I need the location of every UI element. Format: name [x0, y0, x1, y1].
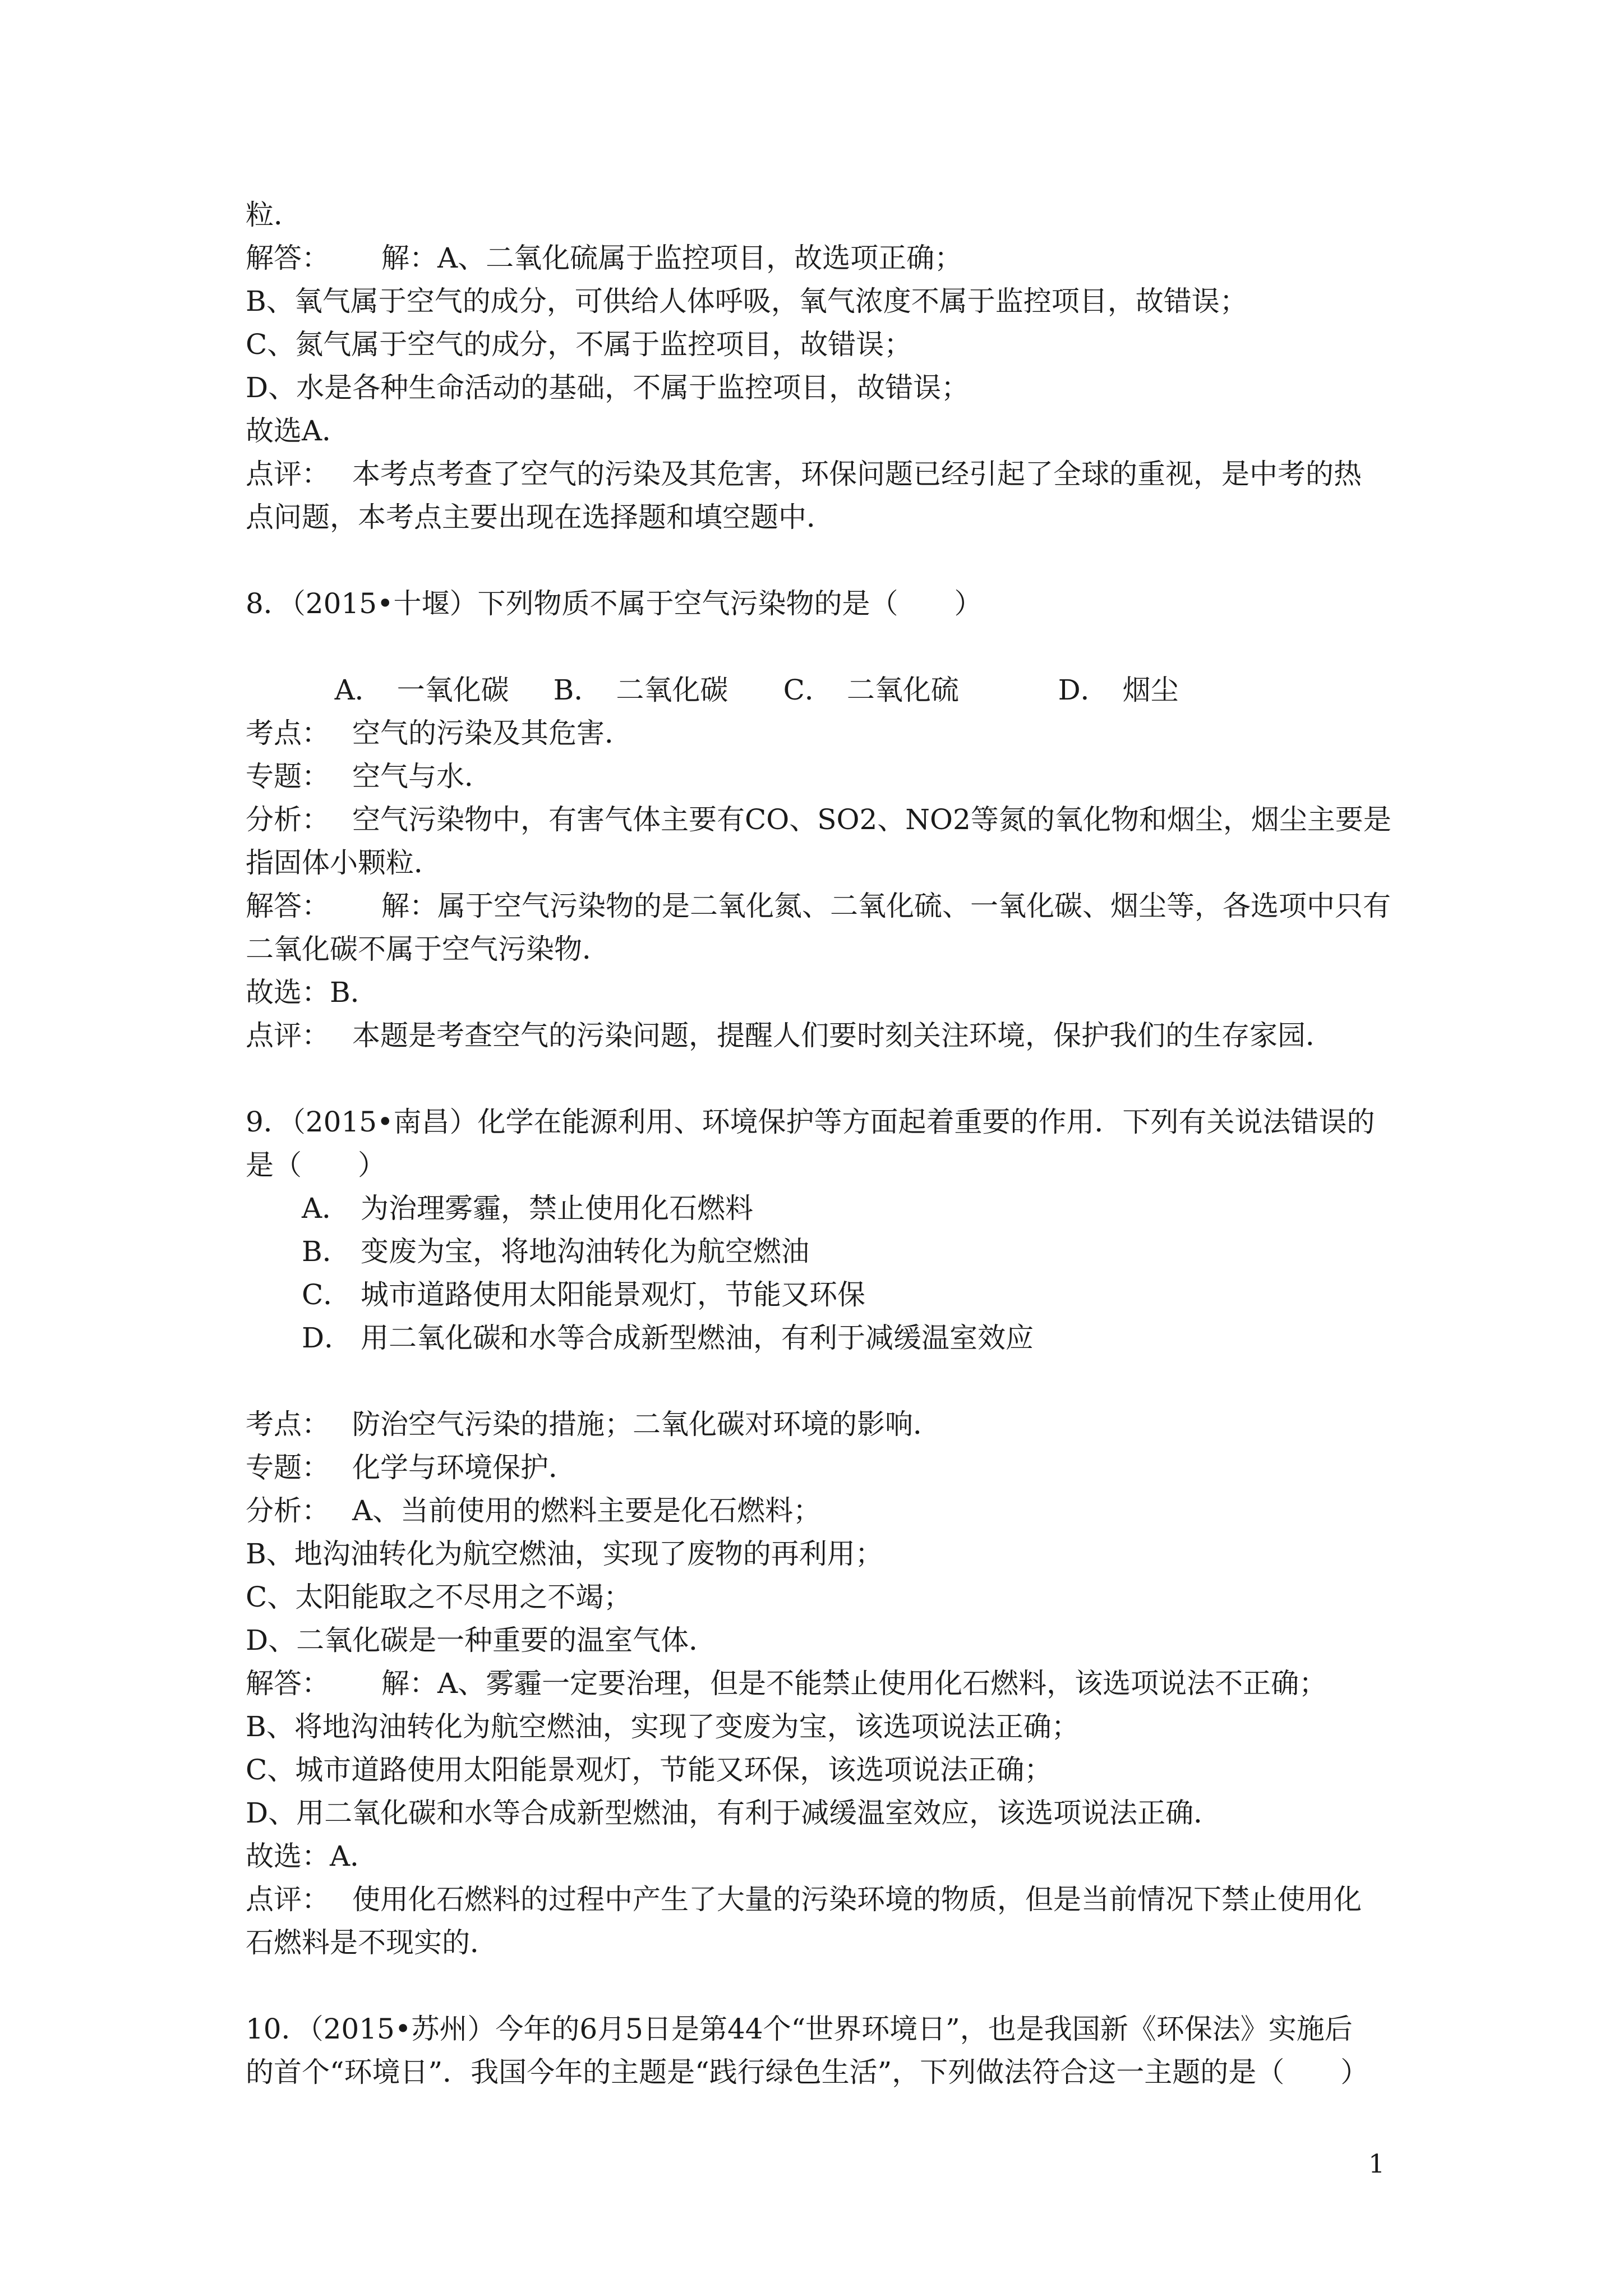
q7-answer-label: 解答： [246, 242, 330, 274]
q9-fenxi-line-4: D、二氧化碳是一种重要的温室气体． [246, 1624, 717, 1657]
q8-zhuanti: 专题： 空气与水． [246, 760, 492, 793]
q9-jieda-line-5: 故选：A． [246, 1840, 379, 1872]
q9-fenxi-line-1: 分析： A、当前使用的燃料主要是化石燃料； [246, 1494, 822, 1527]
q8-option-d: D． 烟尘 [1058, 674, 1179, 706]
q7-comment-line-1: 点评： 本考点考查了空气的污染及其危害，环保问题已经引起了全球的重视，是中考的热 [246, 453, 1390, 496]
q9-jieda-line-3: C、城市道路使用太阳能景观灯，节能又环保，该选项说法正确； [246, 1754, 1053, 1786]
document-page [246, 194, 1390, 2094]
q7-answer-line-3: C、氮气属于空气的成分，不属于监控项目，故错误； [246, 328, 912, 361]
q9-stem-line-2: 是（ ） [246, 1149, 386, 1181]
q8-guxuan: 故选：B． [246, 976, 379, 1009]
q8-kaodian: 考点： 空气的污染及其危害． [246, 717, 633, 749]
q9-option-c: C． 城市道路使用太阳能景观灯，节能又环保 [302, 1278, 865, 1311]
q8-option-a: A． 一氧化碳 [334, 674, 509, 706]
q7-answer-line-1: 解答： 解：A、二氧化硫属于监控项目，故选项正确； [246, 237, 1390, 280]
q9-jieda-line-2: B、将地沟油转化为航空燃油，实现了变废为宝，该选项说法正确； [246, 1710, 1080, 1743]
q9-dianping-line-1: 点评： 使用化石燃料的过程中产生了大量的污染环境的物质，但是当前情况下禁止使用化 [246, 1883, 1362, 1916]
q7-answer-line-4: D、水是各种生命活动的基础，不属于监控项目，故错误； [246, 371, 970, 404]
q9-option-b: B． 变废为宝，将地沟油转化为航空燃油 [302, 1235, 809, 1268]
q8-fenxi-line-1: 分析： 空气污染物中，有害气体主要有CO、SO2、NO2等氮的氧化物和烟尘，烟尘主要是 [246, 803, 1391, 836]
q9-fenxi-line-3: C、太阳能取之不尽用之不竭； [246, 1581, 632, 1613]
q8-options [246, 625, 1390, 706]
q9-option-a: A． 为治理雾霾，禁止使用化石燃料 [302, 1192, 753, 1225]
q10-stem-line-1: 10．（2015•苏州）今年的6月5日是第44个“世界环境日”，也是我国新《环保法》实施后 [246, 2013, 1353, 2045]
q9-dianping-line-2: 石燃料是不现实的． [246, 1926, 498, 1959]
q9-jieda-line-1: 解答： 解：A、雾霾一定要治理，但是不能禁止使用化石燃料，该选项说法不正确； [246, 1667, 1327, 1700]
q9-jieda-line-4: D、用二氧化碳和水等合成新型燃油，有利于减缓温室效应，该选项说法正确． [246, 1797, 1222, 1829]
q7-answer-line-2: B、氧气属于空气的成分，可供给人体呼吸，氧气浓度不属于监控项目，故错误； [246, 285, 1248, 318]
q8-jieda-line-1: 解答： 解：属于空气污染物的是二氧化氮、二氧化硫、一氧化碳、烟尘等，各选项中只有 [246, 890, 1391, 922]
q10-stem-line-2: 的首个“环境日”．我国今年的主题是“践行绿色生活”，下列做法符合这一主题的是（ ） [246, 2056, 1369, 2088]
q9-stem-line-1: 9．（2015•南昌）化学在能源利用、环境保护等方面起着重要的作用．下列有关说法错误的 [246, 1106, 1375, 1138]
q8-option-b: B． 二氧化碳 [553, 674, 728, 706]
q9-kaodian: 考点： 防治空气污染的措施；二氧化碳对环境的影响． [246, 1408, 941, 1441]
page-number: 1 [1368, 2148, 1385, 2179]
q9-fenxi-line-2: B、地沟油转化为航空燃油，实现了废物的再利用； [246, 1538, 883, 1570]
q8-jieda-line-2: 二氧化碳不属于空气污染物． [246, 933, 610, 965]
q8-option-c: C． 二氧化硫 [783, 674, 959, 706]
continuation-text: 粒． [246, 199, 302, 231]
q8-fenxi-line-2: 指固体小颗粒． [246, 846, 442, 879]
q7-comment-line-2: 点问题，本考点主要出现在选择题和填空题中． [246, 501, 834, 533]
q8-stem: 8．（2015•十堰）下列物质不属于空气污染物的是（ ） [246, 587, 983, 620]
q9-zhuanti: 专题： 化学与环境保护． [246, 1451, 577, 1484]
q8-dianping: 点评： 本题是考查空气的污染问题，提醒人们要时刻关注环境，保护我们的生存家园． [246, 1019, 1334, 1052]
q9-option-d: D． 用二氧化碳和水等合成新型燃油，有利于减缓温室效应 [302, 1322, 1034, 1354]
q7-answer-line-5: 故选A． [246, 415, 351, 447]
q7-comment-label: 点评： [246, 458, 330, 490]
